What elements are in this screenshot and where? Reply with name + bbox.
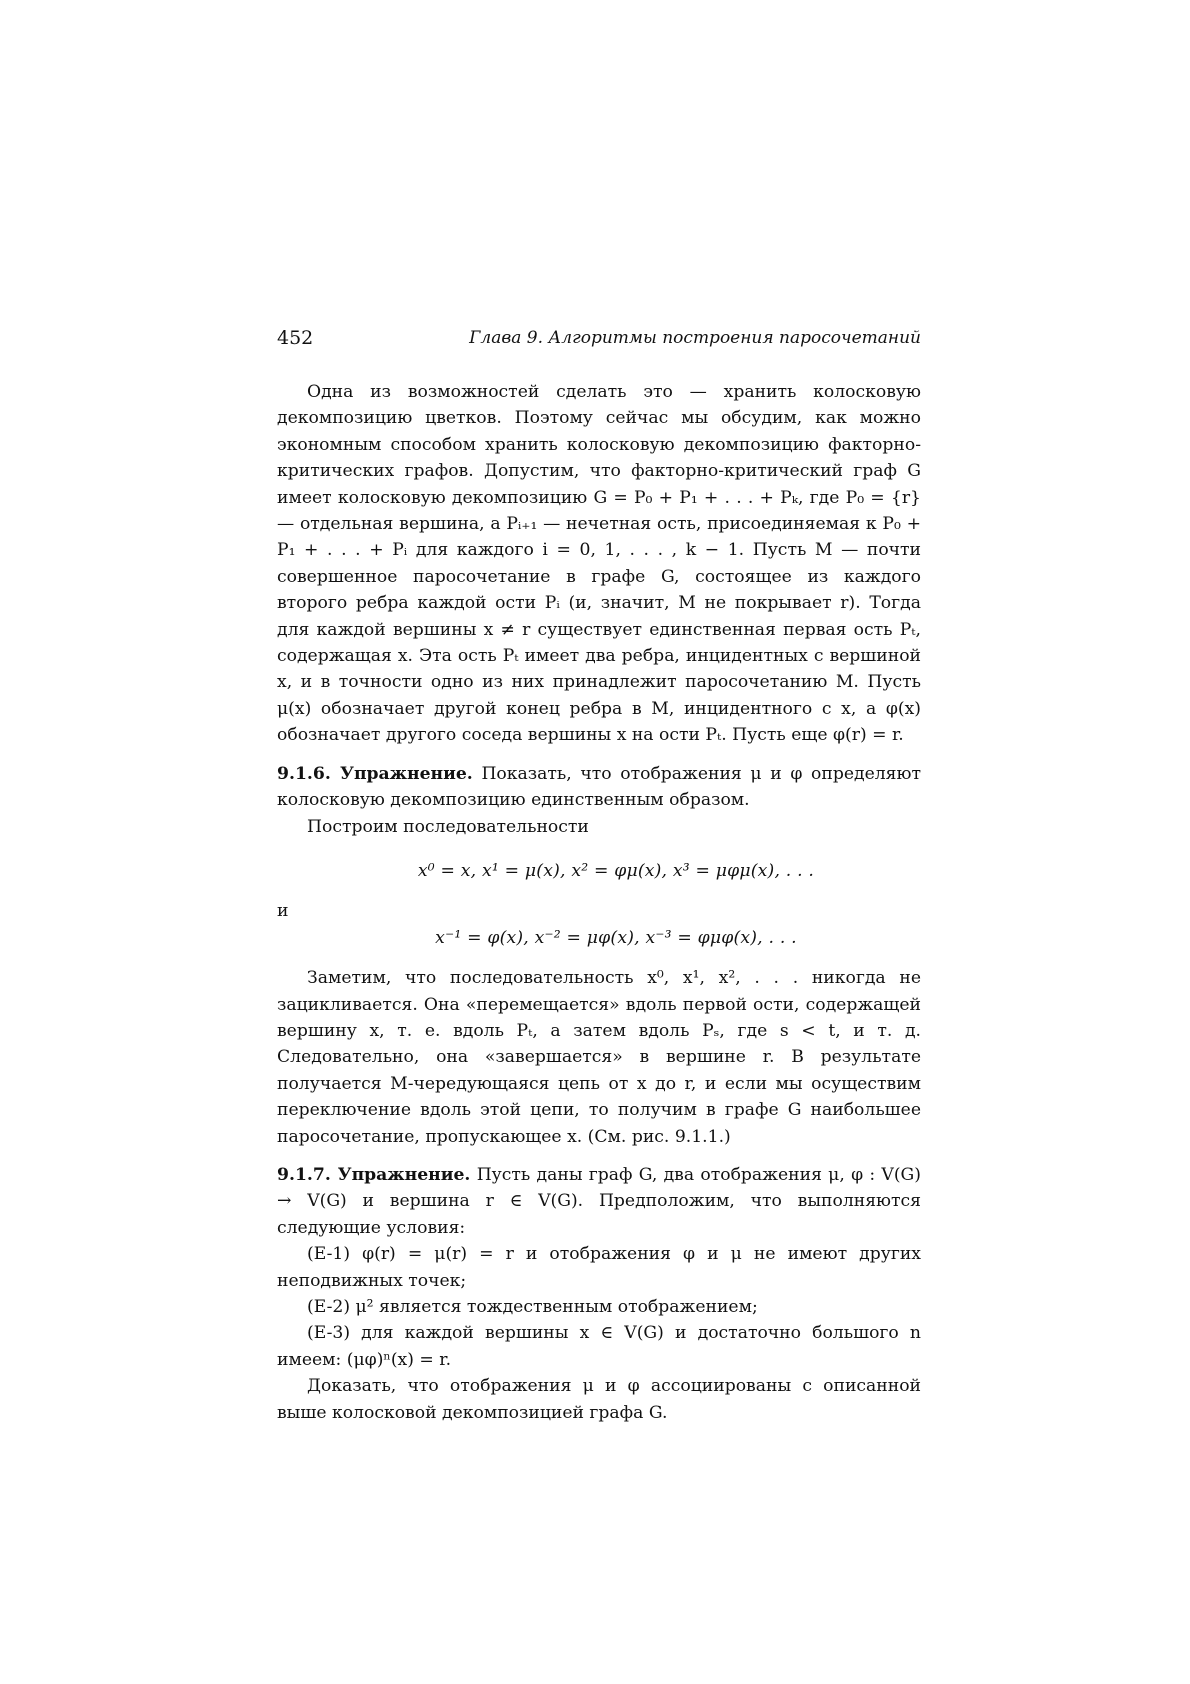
- paragraph-alternating-path: Заметим, что последовательность x⁰, x¹, x², . . . никогда не зацикливается. Она «перемещается» вдоль первой ости, содержащей вершину x, т. е. вдоль Pₜ, а затем вдоль Pₛ, где s < t, и т. д. Следовательно, она «завершается» в вершине r. В результате получается M-чередующаяся цепь от x до r, и если мы осуществим переключение вдоль этой цепи, то получим в графе G наибольшее паросочетание, пропускающее x. (См. рис. 9.1.1.): [277, 968, 921, 1147]
- paragraph-prove: Доказать, что отображения μ и φ ассоциированы с описанной выше колосковой декомпозицией графа G.: [277, 1376, 921, 1423]
- chapter-title: Глава 9. Алгоритмы построения паросочетаний: [469, 328, 921, 348]
- exercise-text: Пусть даны граф G, два отображения μ, φ : V(G) → V(G) и вершина r ∈ V(G). Предположим, что выполняются следующие условия:: [277, 1164, 921, 1238]
- formula-forward-sequence: x⁰ = x, x¹ = μ(x), x² = φμ(x), x³ = μφμ(x), . . .: [417, 860, 815, 881]
- conjunction: и: [277, 901, 289, 922]
- running-head: [277, 326, 921, 356]
- page-body: [277, 379, 921, 1426]
- exercise-text: Показать, что отображения μ и φ определяют колосковую декомпозицию единственным образом.: [277, 763, 921, 811]
- exercise-heading: 9.1.7. Упражнение.: [277, 1164, 471, 1185]
- formula-backward-sequence: x⁻¹ = φ(x), x⁻² = μφ(x), x⁻³ = φμφ(x), . . .: [435, 927, 797, 948]
- page-number: 452: [277, 327, 314, 349]
- condition-e3: (E-3) для каждой вершины x ∈ V(G) и достаточно большого n имеем: (μφ)ⁿ(x) = r.: [277, 1323, 921, 1370]
- exercise-9-1-6: [277, 761, 921, 814]
- paragraph-blossom-decomposition: Одна из возможностей сделать это — хранить колосковую декомпозицию цветков. Поэтому сейчас мы обсудим, как можно экономным способом хранить колосковую декомпозицию факторно-критических графов. Допустим, что факторно-критический граф G имеет колосковую декомпозицию G = P₀ + P₁ + . . . + Pₖ, где P₀ = {r} — отдельная вершина, а Pᵢ₊₁ — нечетная ость, присоединяемая к P₀ + P₁ + . . . + Pᵢ для каждого i = 0, 1, . . . , k − 1. Пусть M — почти совершенное паросочетание в графе G, состоящее из каждого второго ребра каждой ости Pᵢ (и, значит, M не покрывает r). Тогда для каждой вершины x ≠ r существует единственная первая ость Pₜ, содержащая x. Эта ость Pₜ имеет два ребра, инцидентных с вершиной x, и в точности одно из них принадлежит паросочетанию M. Пусть μ(x) обозначает другой конец ребра в M, инцидентного с x, а φ(x) обозначает другого соседа вершины x на ости Pₜ. Пусть еще φ(r) = r.: [277, 382, 921, 746]
- exercise-heading: 9.1.6. Упражнение.: [277, 763, 473, 784]
- exercise-9-1-7: [277, 1162, 921, 1241]
- paragraph-sequences-intro: Построим последовательности: [307, 816, 589, 837]
- condition-e1: (E-1) φ(r) = μ(r) = r и отображения φ и μ не имеют других неподвижных точек;: [277, 1244, 921, 1291]
- condition-e2: (E-2) μ² является тождественным отображением;: [307, 1297, 758, 1317]
